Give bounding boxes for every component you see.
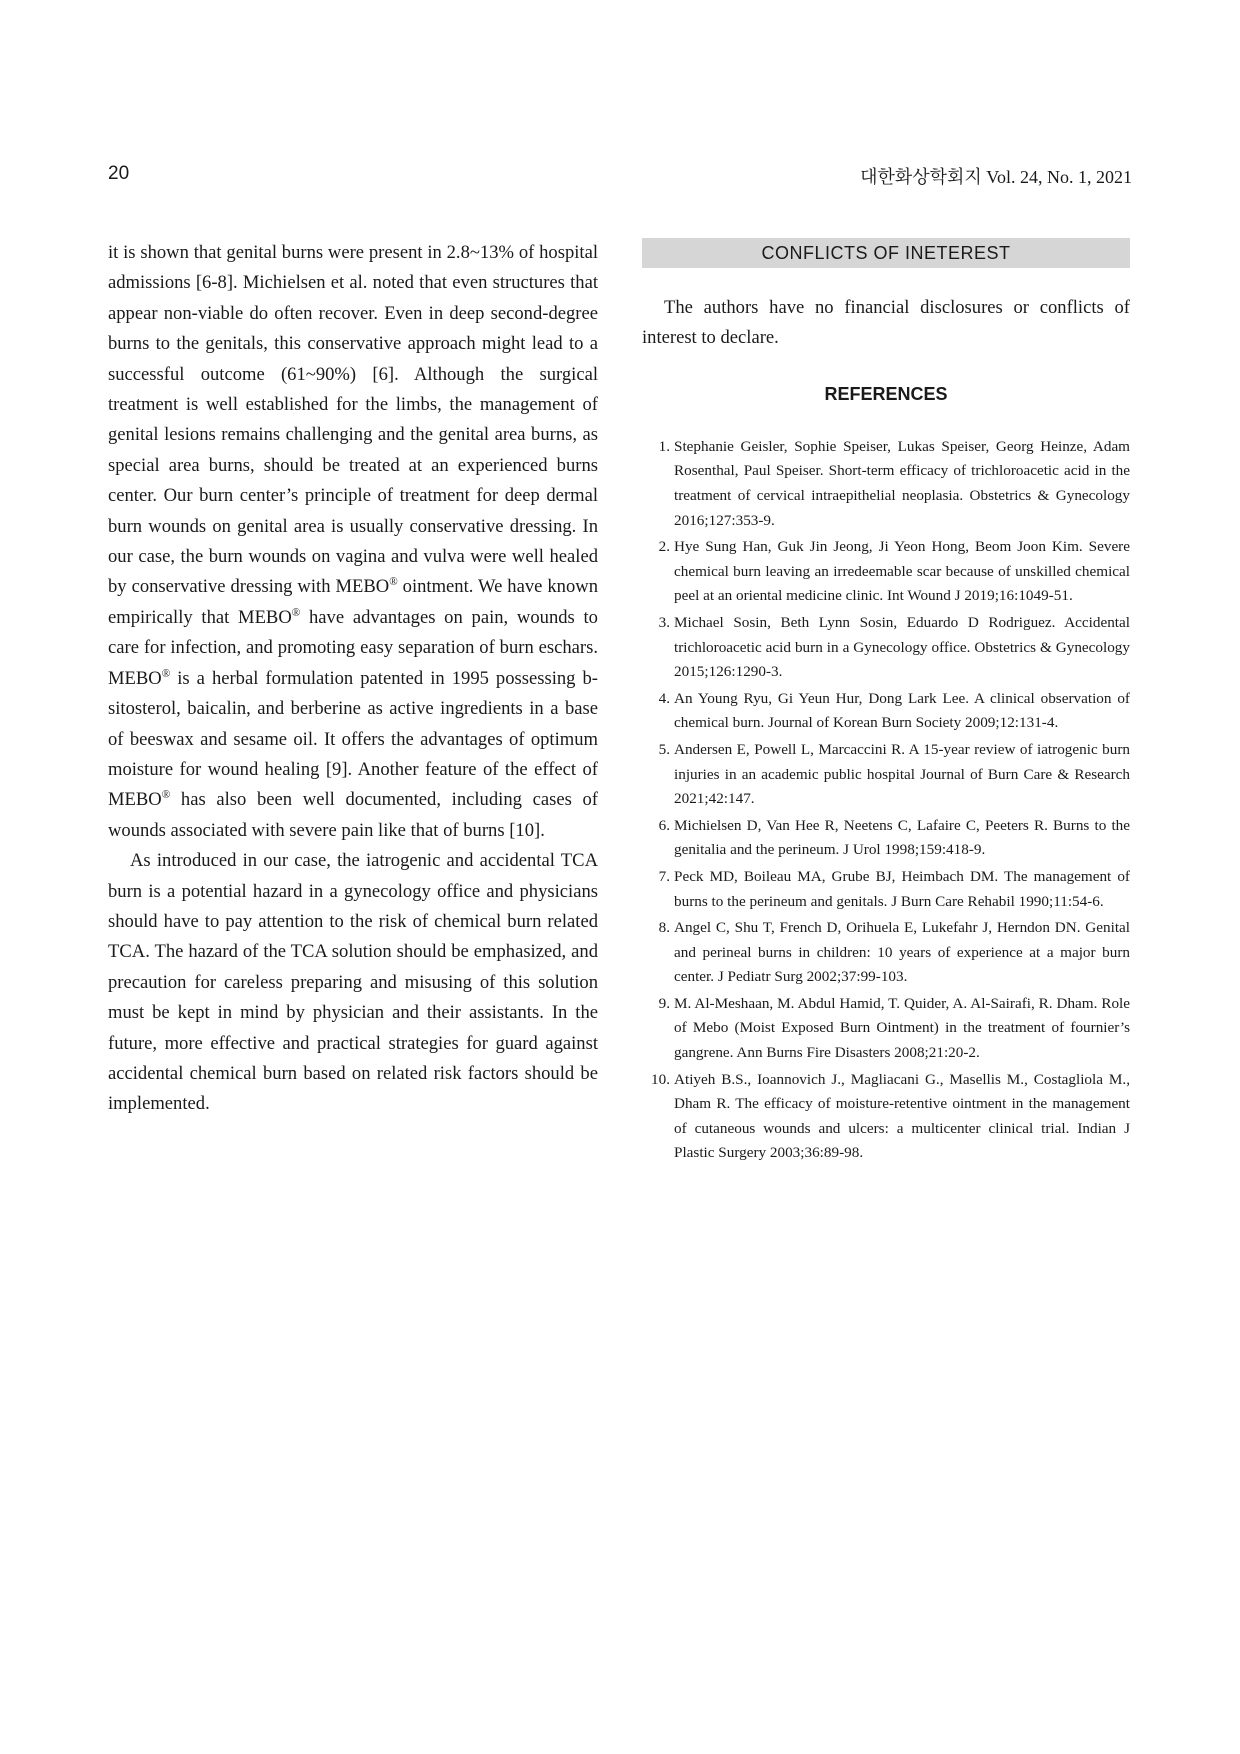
page-header <box>108 163 1132 193</box>
body-paragraph: As introduced in our case, the iatrogenic and accidental TCA burn is a potential hazard in a gynecology office and physicians should have to pay attention to the risk of chemical burn related TCA. The hazard of the TCA solution should be emphasized, and precaution for careless preparing and misusing of this solution must be kept in mind by physician and their assistants. In the future, more effective and practical strategies for guard against accidental chemical burn based on related risk factors should be implemented. <box>108 850 598 1115</box>
reference-number: 3. <box>658 613 670 631</box>
reference-text: Andersen E, Powell L, Marcaccini R. A 15-year review of iatrogenic burn injuries in an academic public hospital Journal of Burn Care & Research 2021;42:147. <box>674 740 1130 808</box>
reference-number: 2. <box>658 538 670 556</box>
reference-number: 4. <box>658 689 670 707</box>
reference-text: Stephanie Geisler, Sophie Speiser, Lukas Speiser, Georg Heinze, Adam Rosenthal, Paul Speiser. Short-term efficacy of trichloroacetic acid in the treatment of cervical intraepithelial neoplasia. Obstetrics & Gynecology 2016;127:353-9. <box>674 437 1130 529</box>
reference-item <box>642 814 1130 863</box>
reference-number: 9. <box>658 994 670 1012</box>
reference-item <box>642 435 1130 533</box>
reference-number: 8. <box>658 919 670 937</box>
body-paragraph <box>108 238 598 846</box>
reference-text: Angel C, Shu T, French D, Orihuela E, Lukefahr J, Herndon DN. Genital and perineal burns in children: 10 years of experience at a major burn center. J Pediatr Surg 2002;37:99-103. <box>674 919 1130 986</box>
reference-number: 7. <box>658 867 670 885</box>
reference-text: Hye Sung Han, Guk Jin Jeong, Ji Yeon Hong, Beom Joon Kim. Severe chemical burn leaving an irredeemable scar because of unskilled chemical peel at an oriental medicine clinic. Int Wound J 2019;16:1049-51. <box>674 538 1130 605</box>
body-text: has also been well documented, including cases of wounds associated with severe pain like that of burns [10]. <box>108 789 598 841</box>
conflicts-text: The authors have no financial disclosures or conflicts of interest to declare. <box>642 297 1130 349</box>
reference-text: Peck MD, Boileau MA, Grube BJ, Heimbach DM. The management of burns to the perineum and genitals. J Burn Care Rehabil 1990;11:54-6. <box>674 867 1130 910</box>
reference-item <box>642 535 1130 609</box>
reference-text: Michielsen D, Van Hee R, Neetens C, Lafaire C, Peeters R. Burns to the genitalia and the perineum. J Urol 1998;159:418-9. <box>674 816 1130 859</box>
page-number: 20 <box>108 163 130 184</box>
right-column <box>642 238 1130 1168</box>
reference-item <box>642 611 1130 685</box>
reference-number: 6. <box>658 816 670 834</box>
reference-item <box>642 687 1130 736</box>
body-text: is a herbal formulation patented in 1995 possessing b-sitosterol, baicalin, and berberine as active ingredients in a base of beeswax and sesame oil. It offers the advantages of optimum moisture for wound healing [9]. Another feature of the effect of MEBO <box>108 667 598 811</box>
registered-mark: ® <box>161 667 171 680</box>
references-heading: REFERENCES <box>824 383 948 404</box>
registered-mark: ® <box>389 576 398 589</box>
reference-number: 5. <box>658 740 670 758</box>
left-column <box>108 238 598 1120</box>
reference-text: Michael Sosin, Beth Lynn Sosin, Eduardo D Rodriguez. Accidental trichloroacetic acid burn in a Gynecology office. Obstetrics & Gynecology 2015;126:1290-3. <box>674 613 1130 681</box>
body-text: ointment. We have known empirically that MEBO <box>108 576 598 628</box>
journal-citation: 대한화상학회지 Vol. 24, No. 1, 2021 <box>860 167 1132 187</box>
body-text: have advantages on pain, wounds to care for infection, and promoting easy separation of burn eschars. MEBO <box>108 606 598 689</box>
reference-number: 1. <box>658 437 670 455</box>
reference-number: 10. <box>651 1070 670 1088</box>
reference-item <box>642 992 1130 1066</box>
reference-item <box>642 865 1130 914</box>
reference-item <box>642 1068 1130 1166</box>
references-list <box>642 435 1130 1166</box>
body-text: it is shown that genital burns were present in 2.8~13% of hospital admissions [6-8]. Michielsen et al. noted that even structures that appear non-viable do often recover. Even in deep second-degree burns to the genitals, this conservative approach might lead to a successful outcome (61~90%) [6]. Although the surgical treatment is well established for the limbs, the management of genital lesions remains challenging and the genital area burns, as special area burns, should be treated at an experienced burns center. Our burn center’s principle of treatment for deep dermal burn wounds on genital area is usually conservative dressing. In our case, the burn wounds on vagina and vulva were well healed by conservative dressing with MEBO <box>108 242 598 598</box>
reference-item <box>642 916 1130 990</box>
registered-mark: ® <box>161 789 171 802</box>
registered-mark: ® <box>291 606 301 619</box>
reference-text: M. Al-Meshaan, M. Abdul Hamid, T. Quider, A. Al-Sairafi, R. Dham. Role of Mebo (Moist Exposed Burn Ointment) in the treatment of fournier’s gangrene. Ann Burns Fire Disasters 2008;21:20-2. <box>674 994 1130 1062</box>
reference-text: Atiyeh B.S., Ioannovich J., Magliacani G., Masellis M., Costagliola M., Dham R. The efficacy of moisture-retentive ointment in the management of cutaneous wounds and ulcers: a multicenter clinical trial. Indian J Plastic Surgery 2003;36:89-98. <box>674 1070 1130 1162</box>
conflicts-heading: CONFLICTS OF INETEREST <box>642 238 1130 268</box>
reference-item <box>642 738 1130 812</box>
reference-text: An Young Ryu, Gi Yeun Hur, Dong Lark Lee. A clinical observation of chemical burn. Journal of Korean Burn Society 2009;12:131-4. <box>674 689 1130 732</box>
